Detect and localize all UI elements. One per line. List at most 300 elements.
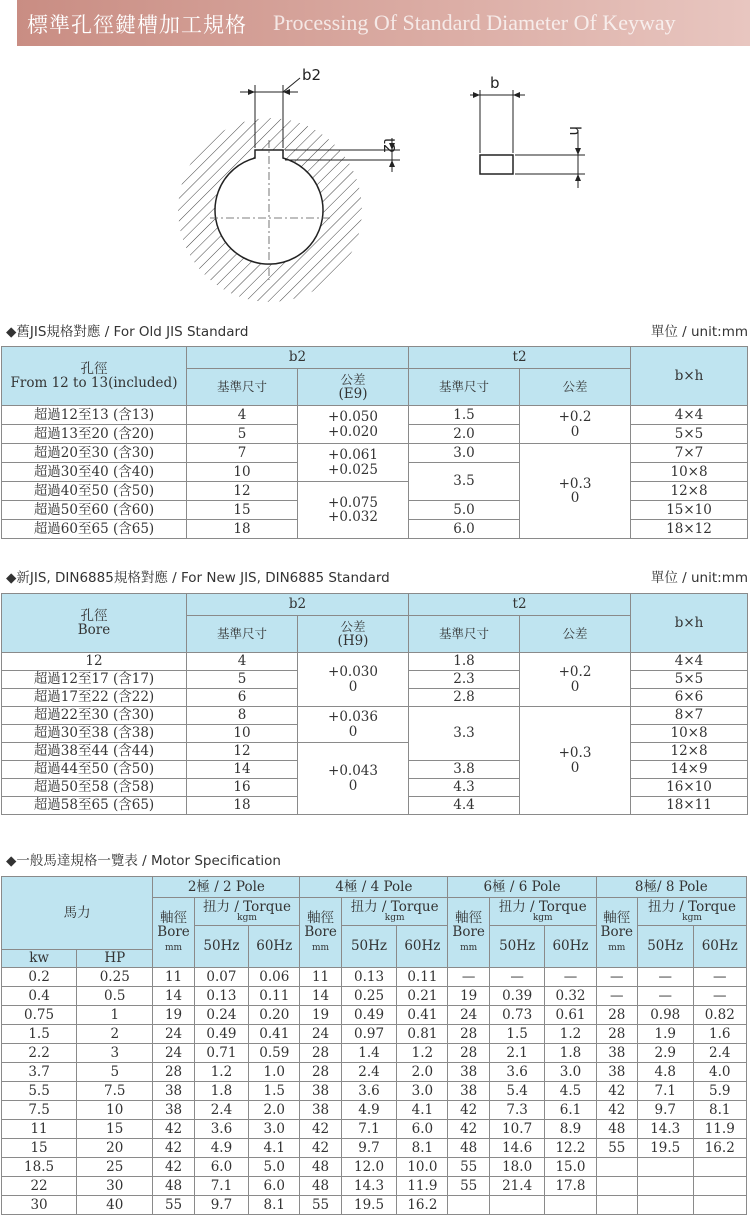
torque-4p-60hz: 1.2 xyxy=(397,1044,448,1063)
hp-cell: 10 xyxy=(77,1101,153,1120)
kw-cell: 0.75 xyxy=(2,1006,77,1025)
torque-2p-50hz: 2.4 xyxy=(194,1101,248,1120)
t2-basic-header: 基準尺寸 xyxy=(409,369,520,406)
torque-2p-60hz: 8.1 xyxy=(249,1196,300,1215)
torque-6p-60hz: 15.0 xyxy=(545,1158,596,1177)
kw-cell: 5.5 xyxy=(2,1082,77,1101)
torque-4p-60hz: 0.81 xyxy=(397,1025,448,1044)
hz60-header: 60Hz xyxy=(397,926,448,968)
b2-tolerance-cell: +0.043 0 xyxy=(298,743,409,815)
kw-cell: 3.7 xyxy=(2,1063,77,1082)
t2-label: t2 xyxy=(380,138,398,154)
hp-cell: 0.25 xyxy=(77,968,153,987)
bore-2p: 11 xyxy=(153,968,194,987)
bore-6p: 55 xyxy=(448,1158,489,1177)
torque-6p-60hz: 12.2 xyxy=(545,1139,596,1158)
torque-8p-50hz: — xyxy=(637,968,693,987)
b2-cell: 10 xyxy=(187,463,298,482)
bore-6p: — xyxy=(448,968,489,987)
bore-4p: 11 xyxy=(300,968,341,987)
torque-2p-50hz: 1.2 xyxy=(194,1063,248,1082)
b2-cell: 5 xyxy=(187,425,298,444)
kw-cell: 0.2 xyxy=(2,968,77,987)
bore-8p xyxy=(596,1196,637,1215)
torque-4p-50hz: 4.9 xyxy=(341,1101,397,1120)
table-row xyxy=(2,1101,747,1120)
torque-6p-60hz: 1.8 xyxy=(545,1044,596,1063)
key-section xyxy=(470,74,585,188)
bore-2p: 42 xyxy=(153,1158,194,1177)
b2-tolerance-cell: +0.030 0 xyxy=(298,653,409,707)
bore-6p: 28 xyxy=(448,1044,489,1063)
table-row xyxy=(2,444,748,463)
torque-2p-60hz: 0.06 xyxy=(249,968,300,987)
b-label: b xyxy=(490,74,500,92)
pole-8-header: 8極/ 8 Pole xyxy=(596,877,746,898)
torque-8p-50hz xyxy=(637,1177,693,1196)
bore-cell: 超過20至30 (含30) xyxy=(2,444,187,463)
hp-header: HP xyxy=(77,950,153,968)
torque-4p-50hz: 14.3 xyxy=(341,1177,397,1196)
bore-cell: 超過60至65 (含65) xyxy=(2,520,187,539)
table-row xyxy=(2,1196,747,1215)
torque-8p-60hz: 2.4 xyxy=(693,1044,747,1063)
bore-8p: 38 xyxy=(596,1063,637,1082)
torque-8p-60hz: — xyxy=(693,968,747,987)
bore-4p: 28 xyxy=(300,1063,341,1082)
bore-cell: 超過44至50 (含50) xyxy=(2,761,187,779)
t2-cell: 2.0 xyxy=(409,425,520,444)
bxh-header: b×h xyxy=(631,594,748,653)
torque-4p-50hz: 19.5 xyxy=(341,1196,397,1215)
torque-header: 扭力 / Torque kgm xyxy=(489,898,596,926)
new-jis-unit: 單位 / unit:mm xyxy=(650,570,748,586)
new-jis-heading: ◆新JIS, DIN6885規格對應 / For New JIS, DIN6885 Standard xyxy=(6,570,390,586)
torque-8p-50hz: 0.98 xyxy=(637,1006,693,1025)
torque-2p-50hz: 4.9 xyxy=(194,1139,248,1158)
bore-6p: 48 xyxy=(448,1139,489,1158)
t2-cell: 2.8 xyxy=(409,689,520,707)
torque-8p-50hz: 14.3 xyxy=(637,1120,693,1139)
torque-4p-50hz: 0.49 xyxy=(341,1006,397,1025)
bore-cell: 超過12至17 (含17) xyxy=(2,671,187,689)
torque-header: 扭力 / Torque kgm xyxy=(194,898,300,926)
hz50-header: 50Hz xyxy=(341,926,397,968)
pole-4-header: 4極 / 4 Pole xyxy=(300,877,448,898)
hp-cell: 7.5 xyxy=(77,1082,153,1101)
bore-4p: 38 xyxy=(300,1101,341,1120)
torque-8p-60hz: 4.0 xyxy=(693,1063,747,1082)
bore-4p: 14 xyxy=(300,987,341,1006)
bore-4p: 19 xyxy=(300,1006,341,1025)
b2-header: b2 xyxy=(187,594,409,616)
bore-2p: 42 xyxy=(153,1139,194,1158)
bxh-cell: 18×12 xyxy=(631,520,748,539)
t2-cell: 5.0 xyxy=(409,501,520,520)
torque-6p-60hz: 8.9 xyxy=(545,1120,596,1139)
bxh-cell: 12×8 xyxy=(631,743,748,761)
title-banner xyxy=(17,0,750,46)
torque-8p-50hz: 4.8 xyxy=(637,1063,693,1082)
torque-2p-50hz: 0.71 xyxy=(194,1044,248,1063)
bore-4p: 55 xyxy=(300,1196,341,1215)
b2-tolerance-cell: +0.075 +0.032 xyxy=(298,482,409,539)
b2-cell: 18 xyxy=(187,520,298,539)
hz50-header: 50Hz xyxy=(194,926,248,968)
torque-2p-50hz: 0.49 xyxy=(194,1025,248,1044)
bore-cell: 超過22至30 (含30) xyxy=(2,707,187,725)
table-row xyxy=(2,1082,747,1101)
hz60-header: 60Hz xyxy=(249,926,300,968)
hz60-header: 60Hz xyxy=(545,926,596,968)
t2-tolerance-cell: +0.2 0 xyxy=(520,653,631,707)
torque-2p-60hz: 0.41 xyxy=(249,1025,300,1044)
b2-cell: 5 xyxy=(187,671,298,689)
bxh-cell: 5×5 xyxy=(631,671,748,689)
torque-6p-50hz: 10.7 xyxy=(489,1120,545,1139)
bore-cell: 12 xyxy=(2,653,187,671)
table-row xyxy=(2,1158,747,1177)
torque-4p-60hz: 2.0 xyxy=(397,1063,448,1082)
hz60-header: 60Hz xyxy=(693,926,747,968)
torque-6p-50hz: 7.3 xyxy=(489,1101,545,1120)
bxh-cell: 16×10 xyxy=(631,779,748,797)
t2-cell: 2.3 xyxy=(409,671,520,689)
t2-cell: 4.4 xyxy=(409,797,520,815)
page-title-english: Processing Of Standard Diameter Of Keyway xyxy=(273,10,676,35)
torque-6p-50hz: 18.0 xyxy=(489,1158,545,1177)
bxh-cell: 6×6 xyxy=(631,689,748,707)
bore-8p xyxy=(596,1158,637,1177)
table-row xyxy=(2,968,747,987)
torque-2p-50hz: 1.8 xyxy=(194,1082,248,1101)
torque-6p-50hz: 2.1 xyxy=(489,1044,545,1063)
hp-cell: 20 xyxy=(77,1139,153,1158)
bore-4p: 24 xyxy=(300,1025,341,1044)
hp-cell: 15 xyxy=(77,1120,153,1139)
torque-4p-50hz: 1.4 xyxy=(341,1044,397,1063)
b2-tolerance-cell: +0.050 +0.020 xyxy=(298,406,409,444)
kw-cell: 22 xyxy=(2,1177,77,1196)
bore-8p: 28 xyxy=(596,1025,637,1044)
power-header: 馬力 xyxy=(2,877,153,950)
kw-cell: 15 xyxy=(2,1139,77,1158)
torque-4p-50hz: 0.97 xyxy=(341,1025,397,1044)
kw-cell: 18.5 xyxy=(2,1158,77,1177)
bore-6p: 24 xyxy=(448,1006,489,1025)
t2-tolerance-cell: +0.3 0 xyxy=(520,444,631,539)
bore-2p: 38 xyxy=(153,1101,194,1120)
torque-2p-60hz: 5.0 xyxy=(249,1158,300,1177)
torque-6p-50hz xyxy=(489,1196,545,1215)
torque-2p-60hz: 1.0 xyxy=(249,1063,300,1082)
bore-6p: 42 xyxy=(448,1101,489,1120)
hz50-header: 50Hz xyxy=(489,926,545,968)
torque-8p-60hz xyxy=(693,1158,747,1177)
hp-cell: 3 xyxy=(77,1044,153,1063)
torque-8p-60hz xyxy=(693,1177,747,1196)
kw-header: kw xyxy=(2,950,77,968)
bxh-cell: 15×10 xyxy=(631,501,748,520)
hz50-header: 50Hz xyxy=(637,926,693,968)
h-label: h xyxy=(566,126,584,136)
torque-6p-60hz: 0.61 xyxy=(545,1006,596,1025)
torque-4p-60hz: 0.21 xyxy=(397,987,448,1006)
t2-cell: 3.0 xyxy=(409,444,520,463)
keyway-diagram xyxy=(170,60,610,310)
torque-2p-60hz: 0.11 xyxy=(249,987,300,1006)
torque-6p-50hz: 0.73 xyxy=(489,1006,545,1025)
torque-4p-60hz: 4.1 xyxy=(397,1101,448,1120)
torque-4p-50hz: 3.6 xyxy=(341,1082,397,1101)
torque-6p-50hz: 3.6 xyxy=(489,1063,545,1082)
bore-6p: 28 xyxy=(448,1025,489,1044)
b2-cell: 16 xyxy=(187,779,298,797)
table-row xyxy=(2,707,748,725)
b2-cell: 10 xyxy=(187,725,298,743)
bore-cell: 超過17至22 (含22) xyxy=(2,689,187,707)
torque-4p-50hz: 7.1 xyxy=(341,1120,397,1139)
bxh-cell: 8×7 xyxy=(631,707,748,725)
bore-8p: — xyxy=(596,987,637,1006)
torque-8p-50hz: 19.5 xyxy=(637,1139,693,1158)
new-jis-table xyxy=(1,593,748,815)
bore-cell: 超過30至40 (含40) xyxy=(2,463,187,482)
table-row xyxy=(2,482,748,501)
torque-6p-60hz: 0.32 xyxy=(545,987,596,1006)
t2-cell: 6.0 xyxy=(409,520,520,539)
torque-8p-60hz: 11.9 xyxy=(693,1120,747,1139)
torque-8p-50hz xyxy=(637,1196,693,1215)
torque-6p-50hz: 21.4 xyxy=(489,1177,545,1196)
torque-2p-60hz: 0.20 xyxy=(249,1006,300,1025)
torque-2p-60hz: 1.5 xyxy=(249,1082,300,1101)
torque-8p-60hz: 16.2 xyxy=(693,1139,747,1158)
b2-label: b2 xyxy=(302,66,322,84)
motor-heading: ◆一般馬達規格一覽表 / Motor Specification xyxy=(6,853,281,869)
torque-6p-60hz: 6.1 xyxy=(545,1101,596,1120)
hp-cell: 30 xyxy=(77,1177,153,1196)
b2-cell: 15 xyxy=(187,501,298,520)
kw-cell: 0.4 xyxy=(2,987,77,1006)
torque-4p-60hz: 11.9 xyxy=(397,1177,448,1196)
bore-cell: 超過30至38 (含38) xyxy=(2,725,187,743)
torque-8p-50hz xyxy=(637,1158,693,1177)
torque-2p-50hz: 0.07 xyxy=(194,968,248,987)
t2-tolerance-cell: +0.3 0 xyxy=(520,707,631,815)
table-row xyxy=(2,1177,747,1196)
torque-8p-60hz xyxy=(693,1196,747,1215)
kw-cell: 11 xyxy=(2,1120,77,1139)
torque-2p-50hz: 6.0 xyxy=(194,1158,248,1177)
pole-6-header: 6極 / 6 Pole xyxy=(448,877,596,898)
bore-cell: 超過50至60 (含60) xyxy=(2,501,187,520)
b2-cell: 7 xyxy=(187,444,298,463)
page-title: 標準孔徑鍵槽加工規格 xyxy=(27,13,247,37)
bxh-cell: 18×11 xyxy=(631,797,748,815)
torque-2p-50hz: 7.1 xyxy=(194,1177,248,1196)
bore-8p: — xyxy=(596,968,637,987)
bore-header: 軸徑 Bore mm xyxy=(300,898,341,968)
bore-cell: 超過40至50 (含50) xyxy=(2,482,187,501)
torque-6p-60hz: 17.8 xyxy=(545,1177,596,1196)
torque-8p-50hz: 7.1 xyxy=(637,1082,693,1101)
hub-cross-section xyxy=(178,118,362,302)
bore-6p: 55 xyxy=(448,1177,489,1196)
table-row xyxy=(2,1006,747,1025)
bore-2p: 24 xyxy=(153,1025,194,1044)
kw-cell: 7.5 xyxy=(2,1101,77,1120)
hp-cell: 25 xyxy=(77,1158,153,1177)
bore-2p: 19 xyxy=(153,1006,194,1025)
bore-2p: 28 xyxy=(153,1063,194,1082)
bxh-cell: 5×5 xyxy=(631,425,748,444)
torque-6p-50hz: 0.39 xyxy=(489,987,545,1006)
pole-2-header: 2極 / 2 Pole xyxy=(153,877,300,898)
table-row xyxy=(2,1044,747,1063)
old-jis-heading: ◆舊JIS規格對應 / For Old JIS Standard xyxy=(6,324,249,340)
b2-cell: 4 xyxy=(187,653,298,671)
bore-8p xyxy=(596,1177,637,1196)
table-row xyxy=(2,1139,747,1158)
torque-6p-60hz: — xyxy=(545,968,596,987)
torque-8p-50hz: 2.9 xyxy=(637,1044,693,1063)
torque-2p-60hz: 2.0 xyxy=(249,1101,300,1120)
t2-cell: 3.5 xyxy=(409,463,520,501)
torque-4p-50hz: 12.0 xyxy=(341,1158,397,1177)
torque-8p-60hz: 5.9 xyxy=(693,1082,747,1101)
bxh-cell: 14×9 xyxy=(631,761,748,779)
torque-header: 扭力 / Torque kgm xyxy=(341,898,448,926)
t2-header: t2 xyxy=(409,347,631,369)
t2-cell: 4.3 xyxy=(409,779,520,797)
t2-cell: 3.8 xyxy=(409,761,520,779)
b2-tolerance-cell: +0.061 +0.025 xyxy=(298,444,409,482)
bxh-cell: 12×8 xyxy=(631,482,748,501)
bxh-cell: 4×4 xyxy=(631,406,748,425)
t2-cell: 1.5 xyxy=(409,406,520,425)
torque-4p-60hz: 3.0 xyxy=(397,1082,448,1101)
bore-4p: 48 xyxy=(300,1158,341,1177)
torque-8p-60hz: — xyxy=(693,987,747,1006)
bore-cell: 超過13至20 (含20) xyxy=(2,425,187,444)
bore-4p: 48 xyxy=(300,1177,341,1196)
bore-cell: 超過50至58 (含58) xyxy=(2,779,187,797)
bore-8p: 38 xyxy=(596,1044,637,1063)
torque-4p-50hz: 2.4 xyxy=(341,1063,397,1082)
torque-6p-60hz: 4.5 xyxy=(545,1082,596,1101)
b2-cell: 8 xyxy=(187,707,298,725)
bore-6p: 19 xyxy=(448,987,489,1006)
torque-6p-50hz: 5.4 xyxy=(489,1082,545,1101)
bore-6p: 38 xyxy=(448,1063,489,1082)
bore-4p: 42 xyxy=(300,1139,341,1158)
bore-2p: 24 xyxy=(153,1044,194,1063)
table-row xyxy=(2,1120,747,1139)
torque-8p-60hz: 1.6 xyxy=(693,1025,747,1044)
torque-8p-60hz: 0.82 xyxy=(693,1006,747,1025)
t2-tolerance-cell: +0.2 0 xyxy=(520,406,631,444)
torque-4p-60hz: 8.1 xyxy=(397,1139,448,1158)
table-row xyxy=(2,653,748,671)
bore-header: 軸徑 Bore mm xyxy=(448,898,489,968)
bore-8p: 42 xyxy=(596,1082,637,1101)
kw-cell: 2.2 xyxy=(2,1044,77,1063)
torque-2p-60hz: 0.59 xyxy=(249,1044,300,1063)
bore-header: 軸徑 Bore mm xyxy=(596,898,637,968)
t2-tolerance-header: 公差 xyxy=(520,369,631,406)
hp-cell: 5 xyxy=(77,1063,153,1082)
hp-cell: 40 xyxy=(77,1196,153,1215)
bore-2p: 48 xyxy=(153,1177,194,1196)
b2-header: b2 xyxy=(187,347,409,369)
bore-header: 孔徑 From 12 to 13(included) xyxy=(2,347,187,406)
torque-4p-60hz: 0.11 xyxy=(397,968,448,987)
bore-cell: 超過38至44 (含44) xyxy=(2,743,187,761)
bore-4p: 42 xyxy=(300,1120,341,1139)
bore-2p: 42 xyxy=(153,1120,194,1139)
bxh-header: b×h xyxy=(631,347,748,406)
torque-8p-50hz: 1.9 xyxy=(637,1025,693,1044)
t2-basic-header: 基準尺寸 xyxy=(409,616,520,653)
torque-4p-50hz: 9.7 xyxy=(341,1139,397,1158)
table-row xyxy=(2,1025,747,1044)
torque-8p-50hz: — xyxy=(637,987,693,1006)
t2-cell: 3.3 xyxy=(409,707,520,761)
table-row xyxy=(2,406,748,425)
b2-basic-header: 基準尺寸 xyxy=(187,369,298,406)
bore-cell: 超過58至65 (含65) xyxy=(2,797,187,815)
bore-2p: 38 xyxy=(153,1082,194,1101)
hp-cell: 2 xyxy=(77,1025,153,1044)
b2-tolerance-header: 公差 (H9) xyxy=(298,616,409,653)
b2-cell: 18 xyxy=(187,797,298,815)
bore-8p: 48 xyxy=(596,1120,637,1139)
torque-2p-50hz: 9.7 xyxy=(194,1196,248,1215)
b2-cell: 6 xyxy=(187,689,298,707)
b2-tolerance-cell: +0.036 0 xyxy=(298,707,409,743)
table-row xyxy=(2,1063,747,1082)
torque-2p-50hz: 3.6 xyxy=(194,1120,248,1139)
t2-header: t2 xyxy=(409,594,631,616)
bore-8p: 42 xyxy=(596,1101,637,1120)
bore-6p: 38 xyxy=(448,1082,489,1101)
torque-6p-60hz: 3.0 xyxy=(545,1063,596,1082)
motor-table xyxy=(1,876,747,1215)
bxh-cell: 4×4 xyxy=(631,653,748,671)
torque-8p-50hz: 9.7 xyxy=(637,1101,693,1120)
bore-6p xyxy=(448,1196,489,1215)
torque-4p-60hz: 0.41 xyxy=(397,1006,448,1025)
kw-cell: 30 xyxy=(2,1196,77,1215)
bore-header: 孔徑 Bore xyxy=(2,594,187,653)
bxh-cell: 10×8 xyxy=(631,463,748,482)
torque-2p-60hz: 3.0 xyxy=(249,1120,300,1139)
kw-cell: 1.5 xyxy=(2,1025,77,1044)
torque-6p-60hz xyxy=(545,1196,596,1215)
old-jis-table xyxy=(1,346,748,539)
bore-2p: 55 xyxy=(153,1196,194,1215)
table-row xyxy=(2,743,748,761)
bore-4p: 28 xyxy=(300,1044,341,1063)
bore-2p: 14 xyxy=(153,987,194,1006)
t2-cell: 1.8 xyxy=(409,653,520,671)
torque-6p-50hz: — xyxy=(489,968,545,987)
b2-cell: 14 xyxy=(187,761,298,779)
torque-6p-50hz: 1.5 xyxy=(489,1025,545,1044)
b2-basic-header: 基準尺寸 xyxy=(187,616,298,653)
torque-4p-50hz: 0.25 xyxy=(341,987,397,1006)
